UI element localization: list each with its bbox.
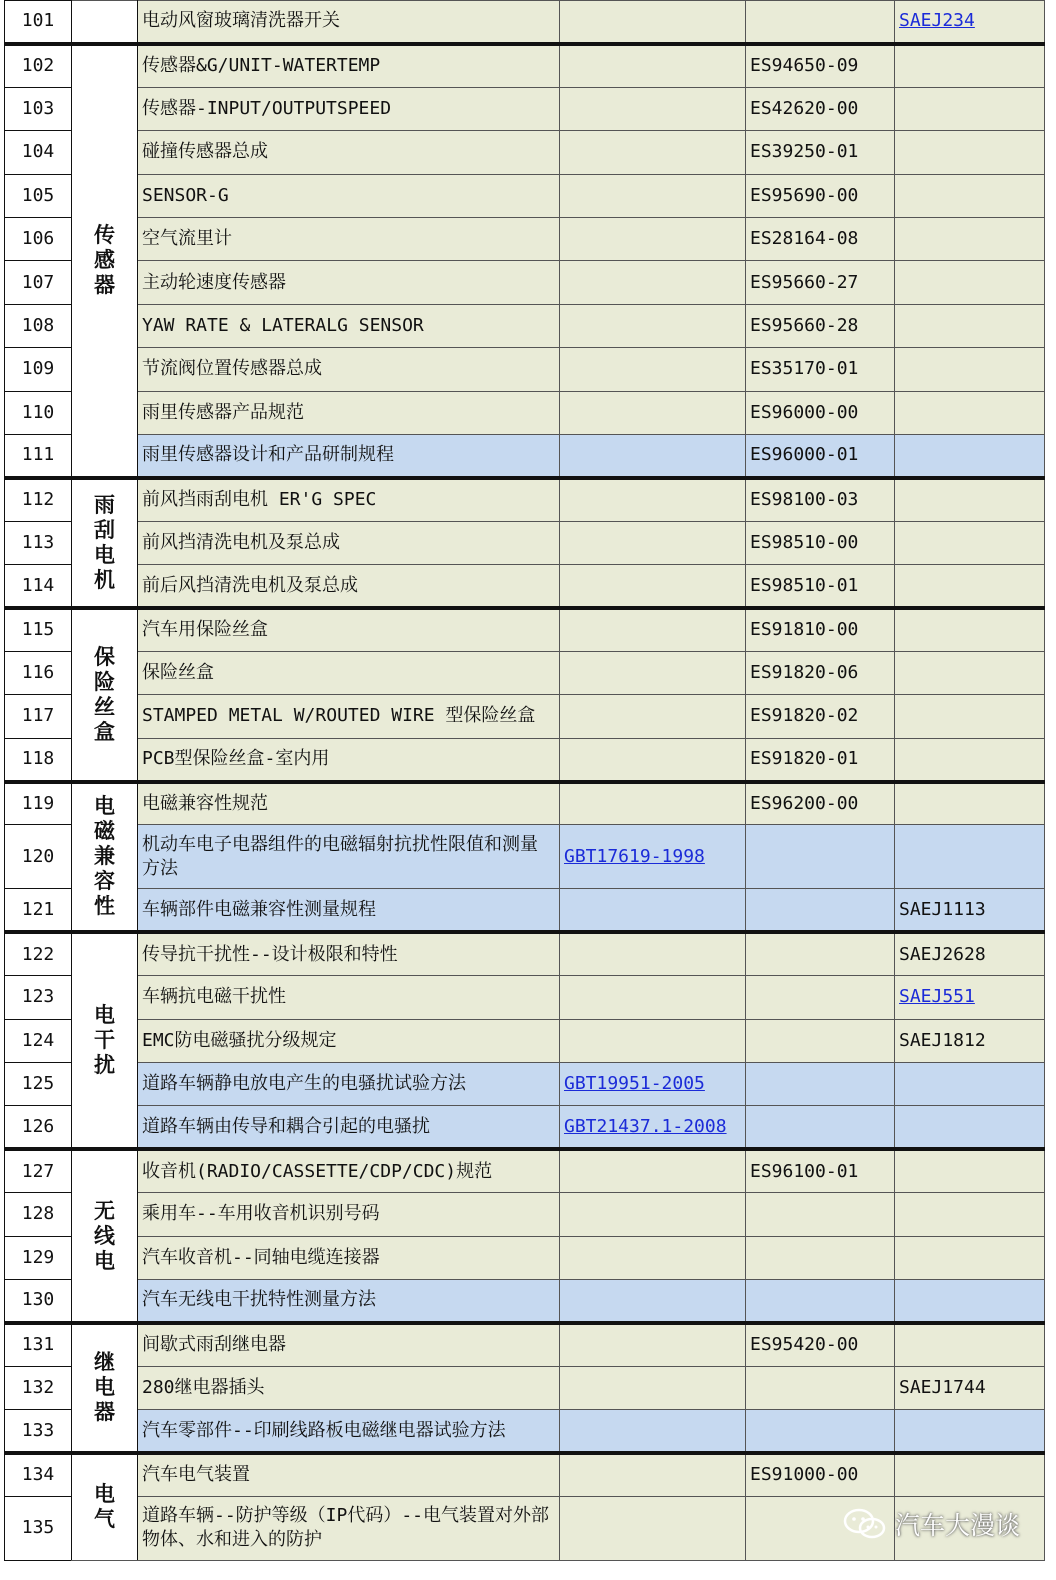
category-cell: [72, 782, 138, 933]
row-number-cell: 120: [5, 825, 72, 889]
standard-name-cell: 雨里传感器设计和产品研制规程: [138, 434, 560, 477]
category-label: 无线电: [94, 1198, 115, 1273]
standard-name-cell: 间歇式雨刮继电器: [138, 1323, 560, 1366]
table-row: [5, 565, 1045, 608]
es-code-cell: [746, 932, 895, 975]
gb-code-cell: [560, 1193, 746, 1236]
gb-code-cell: [560, 1279, 746, 1322]
standard-name-cell: 雨里传感器产品规范: [138, 391, 560, 434]
es-code-cell: ES94650-09: [746, 44, 895, 87]
sae-code-cell: [895, 261, 1045, 304]
category-cell: [72, 608, 138, 782]
table-row: [5, 651, 1045, 694]
es-code-cell: ES91820-06: [746, 651, 895, 694]
standard-name-cell: 节流阀位置传感器总成: [138, 348, 560, 391]
sae-code-cell: [895, 521, 1045, 564]
sae-code-cell: SAEJ1113: [895, 889, 1045, 932]
table-row: [5, 1453, 1045, 1496]
gb-code-cell: [560, 174, 746, 217]
table-row: [5, 1149, 1045, 1192]
gb-code-cell: [560, 1149, 746, 1192]
table-row: [5, 391, 1045, 434]
table-row: [5, 1062, 1045, 1105]
table-row: [5, 434, 1045, 477]
es-code-cell: ES96100-01: [746, 1149, 895, 1192]
sae-code-cell: [895, 1062, 1045, 1105]
category-label: 电气: [94, 1482, 115, 1532]
es-code-cell: [746, 1193, 895, 1236]
wechat-icon: [843, 1508, 887, 1540]
table-row: [5, 261, 1045, 304]
row-number-cell: 128: [5, 1193, 72, 1236]
gb-code-cell: [560, 782, 746, 825]
sae-code-cell: [895, 1193, 1045, 1236]
es-code-cell: [746, 1410, 895, 1453]
gb-code-cell: [560, 889, 746, 932]
table-row: [5, 1279, 1045, 1322]
gb-code-cell: [560, 348, 746, 391]
table-row: [5, 782, 1045, 825]
es-code-cell: ES95690-00: [746, 174, 895, 217]
es-code-cell: ES91820-01: [746, 738, 895, 781]
row-number-cell: 135: [5, 1496, 72, 1560]
es-code-cell: ES98510-00: [746, 521, 895, 564]
standard-name-cell: 传感器-INPUT/OUTPUTSPEED: [138, 87, 560, 130]
sae-code-cell: [895, 44, 1045, 87]
standard-name-cell: 前风挡雨刮电机 ER'G SPEC: [138, 478, 560, 521]
category-cell: [72, 1149, 138, 1323]
table-row: [5, 695, 1045, 738]
gb-code-cell: [560, 1366, 746, 1409]
gb-code-cell: [560, 434, 746, 477]
row-number-cell: 134: [5, 1453, 72, 1496]
sae-code-cell: [895, 976, 1045, 1019]
sae-code-cell: [895, 1106, 1045, 1149]
row-number-cell: 115: [5, 608, 72, 651]
table-row: [5, 44, 1045, 87]
row-number-cell: 103: [5, 87, 72, 130]
category-cell: [72, 1323, 138, 1453]
table-row: [5, 1410, 1045, 1453]
gb-code-cell: [560, 1106, 746, 1149]
es-code-cell: [746, 1236, 895, 1279]
row-number-cell: 108: [5, 304, 72, 347]
gb-code-cell: [560, 217, 746, 260]
es-code-cell: ES98510-01: [746, 565, 895, 608]
table-row: [5, 1323, 1045, 1366]
standard-name-cell: 前风挡清洗电机及泵总成: [138, 521, 560, 564]
standard-name-cell: 道路车辆由传导和耦合引起的电骚扰: [138, 1106, 560, 1149]
standard-name-cell: 车辆抗电磁干扰性: [138, 976, 560, 1019]
es-code-cell: ES96000-00: [746, 391, 895, 434]
row-number-cell: 106: [5, 217, 72, 260]
table-row: [5, 478, 1045, 521]
es-code-cell: ES91810-00: [746, 608, 895, 651]
es-code-cell: ES96000-01: [746, 434, 895, 477]
gb-code-cell: [560, 608, 746, 651]
gb-code-cell-link[interactable]: GBT17619-1998: [564, 845, 705, 867]
sae-code-cell: [895, 1149, 1045, 1192]
sae-code-cell: [895, 738, 1045, 781]
standard-name-cell: 车辆部件电磁兼容性测量规程: [138, 889, 560, 932]
row-number-cell: 110: [5, 391, 72, 434]
standard-name-cell: 汽车用保险丝盒: [138, 608, 560, 651]
gb-code-cell: [560, 1410, 746, 1453]
sae-code-cell: [895, 348, 1045, 391]
category-label: 电干扰: [94, 1003, 115, 1078]
table-row: [5, 1106, 1045, 1149]
standard-name-cell: 汽车零部件--印刷线路板电磁继电器试验方法: [138, 1410, 560, 1453]
category-label: 电磁兼容性: [94, 794, 115, 919]
sae-code-cell: [895, 1323, 1045, 1366]
sae-code-cell: [895, 1279, 1045, 1322]
table-row: [5, 932, 1045, 975]
es-code-cell: ES95660-27: [746, 261, 895, 304]
standard-name-cell: 道路车辆--防护等级（IP代码）--电气装置对外部物体、水和进入的防护: [138, 1496, 560, 1560]
sae-code-cell: [895, 478, 1045, 521]
gb-code-cell: [560, 131, 746, 174]
sae-code-cell: [895, 782, 1045, 825]
sae-code-cell: SAEJ1744: [895, 1366, 1045, 1409]
es-code-cell: [746, 1019, 895, 1062]
category-label: 继电器: [94, 1350, 115, 1425]
standard-name-cell: 电磁兼容性规范: [138, 782, 560, 825]
standard-name-cell: 收音机(RADIO/CASSETTE/CDP/CDC)规范: [138, 1149, 560, 1192]
row-number-cell: 127: [5, 1149, 72, 1192]
table-row: [5, 521, 1045, 564]
es-code-cell: [746, 1062, 895, 1105]
row-number-cell: 116: [5, 651, 72, 694]
standard-name-cell: 280继电器插头: [138, 1366, 560, 1409]
sae-code-cell-link[interactable]: SAEJ234: [899, 10, 975, 32]
standard-name-cell: 空气流里计: [138, 217, 560, 260]
gb-code-cell: [560, 1, 746, 44]
es-code-cell: ES91000-00: [746, 1453, 895, 1496]
sae-code-cell: [895, 825, 1045, 889]
row-number-cell: 107: [5, 261, 72, 304]
row-number-cell: 132: [5, 1366, 72, 1409]
gb-code-cell: [560, 825, 746, 889]
es-code-cell: [746, 1, 895, 44]
es-code-cell: ES96200-00: [746, 782, 895, 825]
standard-name-cell: 保险丝盒: [138, 651, 560, 694]
sae-code-cell: [895, 565, 1045, 608]
table-row: [5, 217, 1045, 260]
standard-name-cell: 机动车电子电器组件的电磁辐射抗扰性限值和测量方法: [138, 825, 560, 889]
sae-code-cell: SAEJ1812: [895, 1019, 1045, 1062]
sae-code-cell: [895, 1, 1045, 44]
table-row: [5, 131, 1045, 174]
es-code-cell: [746, 976, 895, 1019]
category-cell: [72, 478, 138, 608]
sae-code-cell: [895, 1410, 1045, 1453]
es-code-cell: [746, 1279, 895, 1322]
sae-code-cell: [895, 87, 1045, 130]
category-cell: [72, 932, 138, 1149]
standard-name-cell: 碰撞传感器总成: [138, 131, 560, 174]
standard-name-cell: 前后风挡清洗电机及泵总成: [138, 565, 560, 608]
table-row: [5, 976, 1045, 1019]
sae-code-cell: [895, 131, 1045, 174]
standard-name-cell: 传感器&G/UNIT-WATERTEMP: [138, 44, 560, 87]
sae-code-cell: [895, 434, 1045, 477]
gb-code-cell: [560, 87, 746, 130]
row-number-cell: 105: [5, 174, 72, 217]
gb-code-cell: [560, 1019, 746, 1062]
watermark: [843, 1506, 1020, 1542]
table-row: [5, 1193, 1045, 1236]
table-row: [5, 1366, 1045, 1409]
standard-name-cell: PCB型保险丝盒-室内用: [138, 738, 560, 781]
sae-code-cell: [895, 651, 1045, 694]
gb-code-cell: [560, 44, 746, 87]
row-number-cell: 117: [5, 695, 72, 738]
gb-code-cell: [560, 1323, 746, 1366]
row-number-cell: 114: [5, 565, 72, 608]
gb-code-cell: [560, 738, 746, 781]
sae-code-cell: [895, 608, 1045, 651]
sae-code-cell: [895, 695, 1045, 738]
standard-name-cell: YAW RATE & LATERALG SENSOR: [138, 304, 560, 347]
watermark-text: 汽车大漫谈: [894, 1511, 1020, 1540]
gb-code-cell: [560, 695, 746, 738]
es-code-cell: ES95660-28: [746, 304, 895, 347]
row-number-cell: 112: [5, 478, 72, 521]
sae-code-cell: [895, 304, 1045, 347]
row-number-cell: 102: [5, 44, 72, 87]
gb-code-cell: [560, 565, 746, 608]
gb-code-cell: [560, 976, 746, 1019]
row-number-cell: 113: [5, 521, 72, 564]
standard-name-cell: 乘用车--车用收音机识别号码: [138, 1193, 560, 1236]
row-number-cell: 111: [5, 434, 72, 477]
sae-code-cell: [895, 391, 1045, 434]
row-number-cell: 129: [5, 1236, 72, 1279]
row-number-cell: 101: [5, 1, 72, 44]
es-code-cell: [746, 1366, 895, 1409]
es-code-cell: ES39250-01: [746, 131, 895, 174]
sae-code-cell: [895, 1453, 1045, 1496]
table-row: [5, 738, 1045, 781]
standard-name-cell: 传导抗干扰性--设计极限和特性: [138, 932, 560, 975]
sae-code-cell: [895, 217, 1045, 260]
table-row: [5, 1019, 1045, 1062]
category-cell: [72, 44, 138, 478]
sae-code-cell-link[interactable]: SAEJ551: [899, 986, 975, 1008]
row-number-cell: 104: [5, 131, 72, 174]
category-cell: [72, 1, 138, 44]
table-row: [5, 174, 1045, 217]
gb-code-cell: [560, 521, 746, 564]
row-number-cell: 131: [5, 1323, 72, 1366]
standard-name-cell: 电动风窗玻璃清洗器开关: [138, 1, 560, 44]
row-number-cell: 119: [5, 782, 72, 825]
gb-code-cell: [560, 651, 746, 694]
es-code-cell: ES91820-02: [746, 695, 895, 738]
standard-name-cell: 汽车电气装置: [138, 1453, 560, 1496]
es-code-cell: ES28164-08: [746, 217, 895, 260]
es-code-cell: [746, 889, 895, 932]
row-number-cell: 109: [5, 348, 72, 391]
standard-name-cell: STAMPED METAL W/ROUTED WIRE 型保险丝盒: [138, 695, 560, 738]
table-row: [5, 825, 1045, 889]
gb-code-cell: [560, 391, 746, 434]
sae-code-cell: [895, 174, 1045, 217]
row-number-cell: 124: [5, 1019, 72, 1062]
es-code-cell: ES95420-00: [746, 1323, 895, 1366]
standard-name-cell: 主动轮速度传感器: [138, 261, 560, 304]
row-number-cell: 126: [5, 1106, 72, 1149]
category-label: 传感器: [94, 223, 115, 298]
standards-table: [4, 0, 1045, 1561]
standard-name-cell: 汽车收音机--同轴电缆连接器: [138, 1236, 560, 1279]
category-cell: [72, 1453, 138, 1560]
row-number-cell: 123: [5, 976, 72, 1019]
es-code-cell: ES42620-00: [746, 87, 895, 130]
row-number-cell: 121: [5, 889, 72, 932]
table-row: [5, 608, 1045, 651]
table-row: [5, 1236, 1045, 1279]
es-code-cell: [746, 1106, 895, 1149]
gb-code-cell: [560, 1236, 746, 1279]
gb-code-cell: [560, 478, 746, 521]
row-number-cell: 122: [5, 932, 72, 975]
category-label: 保险丝盒: [94, 644, 115, 744]
gb-code-cell-link[interactable]: GBT19951-2005: [564, 1073, 705, 1095]
gb-code-cell: [560, 932, 746, 975]
row-number-cell: 133: [5, 1410, 72, 1453]
gb-code-cell: [560, 1062, 746, 1105]
gb-code-cell: [560, 1453, 746, 1496]
gb-code-cell: [560, 261, 746, 304]
table-row: [5, 87, 1045, 130]
es-code-cell: ES35170-01: [746, 348, 895, 391]
table-row: [5, 889, 1045, 932]
row-number-cell: 118: [5, 738, 72, 781]
gb-code-cell-link[interactable]: GBT21437.1-2008: [564, 1115, 727, 1137]
row-number-cell: 130: [5, 1279, 72, 1322]
standard-name-cell: SENSOR-G: [138, 174, 560, 217]
sae-code-cell: SAEJ2628: [895, 932, 1045, 975]
standard-name-cell: 汽车无线电干扰特性测量方法: [138, 1279, 560, 1322]
es-code-cell: ES98100-03: [746, 478, 895, 521]
es-code-cell: [746, 825, 895, 889]
sae-code-cell: [895, 1236, 1045, 1279]
table-row: [5, 1, 1045, 44]
table-row: [5, 348, 1045, 391]
table-row: [5, 304, 1045, 347]
standard-name-cell: 道路车辆静电放电产生的电骚扰试验方法: [138, 1062, 560, 1105]
standard-name-cell: EMC防电磁骚扰分级规定: [138, 1019, 560, 1062]
category-label: 雨刮电机: [94, 492, 115, 592]
row-number-cell: 125: [5, 1062, 72, 1105]
gb-code-cell: [560, 1496, 746, 1560]
gb-code-cell: [560, 304, 746, 347]
